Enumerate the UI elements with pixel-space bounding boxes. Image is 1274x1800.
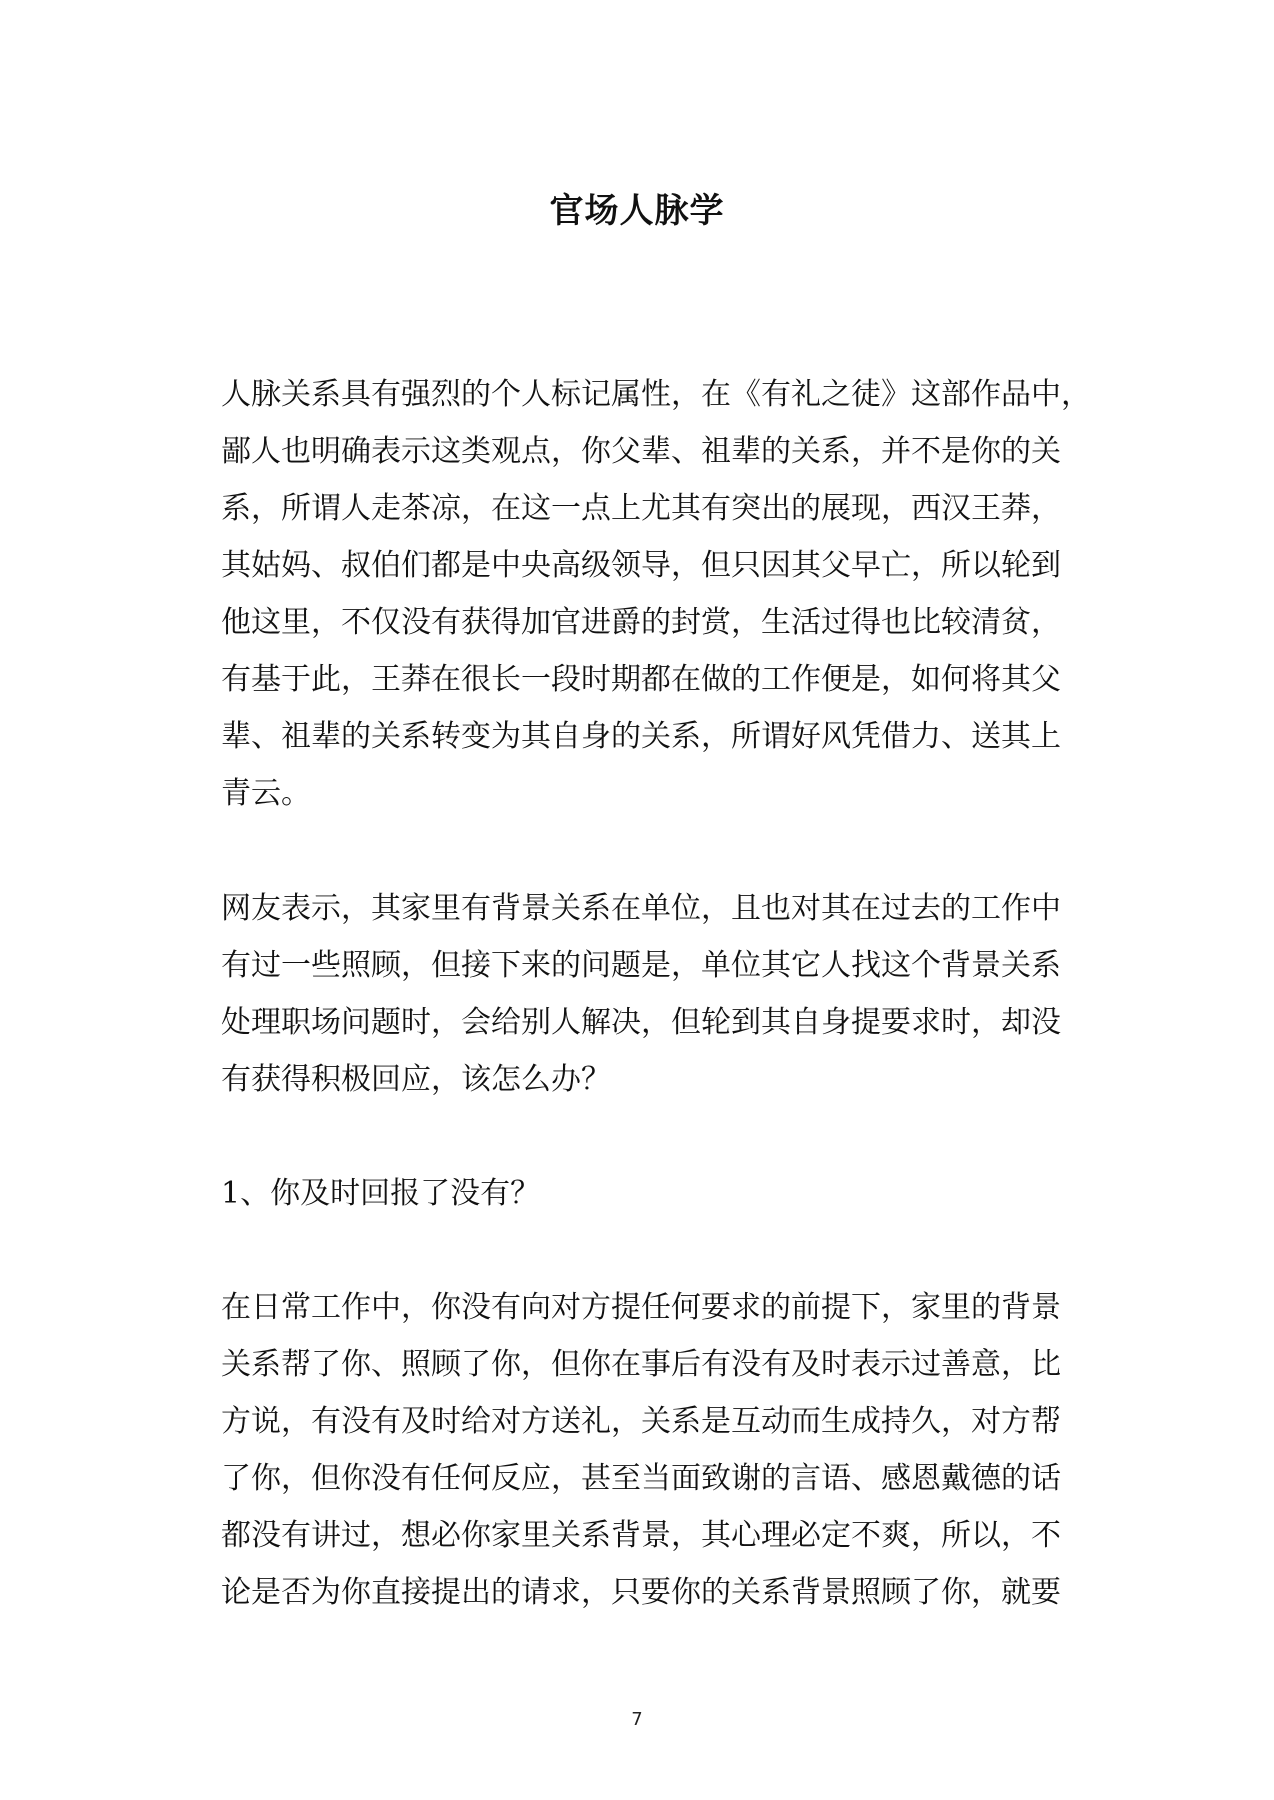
paragraph-line: 方说，有没有及时给对方送礼，关系是互动而生成持久，对方帮 — [221, 1404, 1061, 1439]
paragraph-line: 有基于此，王莽在很长一段时期都在做的工作便是，如何将其父 — [221, 662, 1061, 697]
paragraph-line: 辈、祖辈的关系转变为其自身的关系，所谓好风凭借力、送其上 — [221, 719, 1061, 754]
paragraph-line: 论是否为你直接提出的请求，只要你的关系背景照顾了你，就要 — [221, 1575, 1061, 1610]
paragraph-line: 在日常工作中，你没有向对方提任何要求的前提下，家里的背景 — [221, 1290, 1061, 1325]
paragraph-line: 其姑妈、叔伯们都是中央高级领导，但只因其父早亡，所以轮到 — [221, 548, 1061, 583]
paragraph — [221, 366, 1091, 822]
paragraph — [221, 880, 1061, 1108]
paragraph-line: 网友表示，其家里有背景关系在单位，且也对其在过去的工作中 — [221, 891, 1061, 926]
page-number: 7 — [631, 1709, 643, 1730]
paragraph-line: 鄙人也明确表示这类观点，你父辈、祖辈的关系，并不是你的关 — [221, 434, 1061, 469]
paragraph-line: 他这里，不仅没有获得加官进爵的封赏，生活过得也比较清贫， — [221, 605, 1061, 640]
paragraph — [221, 1279, 1061, 1621]
paragraph-line: 处理职场问题时，会给别人解决，但轮到其自身提要求时，却没 — [221, 1005, 1061, 1040]
paragraph-line: 有过一些照顾，但接下来的问题是，单位其它人找这个背景关系 — [221, 948, 1061, 983]
paragraph-line: 有获得积极回应，该怎么办？ — [221, 1062, 611, 1097]
section-heading: 1、你及时回报了没有？ — [221, 1176, 541, 1211]
paragraph-line: 都没有讲过，想必你家里关系背景，其心理必定不爽，所以，不 — [221, 1518, 1061, 1553]
paragraph-line: 关系帮了你、照顾了你，但你在事后有没有及时表示过善意，比 — [221, 1347, 1061, 1382]
paragraph-line: 系，所谓人走茶凉，在这一点上尤其有突出的展现，西汉王莽， — [221, 491, 1061, 526]
document-title: 官场人脉学 — [549, 191, 725, 231]
paragraph-line: 人脉关系具有强烈的个人标记属性，在《有礼之徒》这部作品中， — [221, 377, 1091, 412]
paragraph-line: 青云。 — [221, 776, 311, 811]
paragraph-line: 了你，但你没有任何反应，甚至当面致谢的言语、感恩戴德的话 — [221, 1461, 1061, 1496]
